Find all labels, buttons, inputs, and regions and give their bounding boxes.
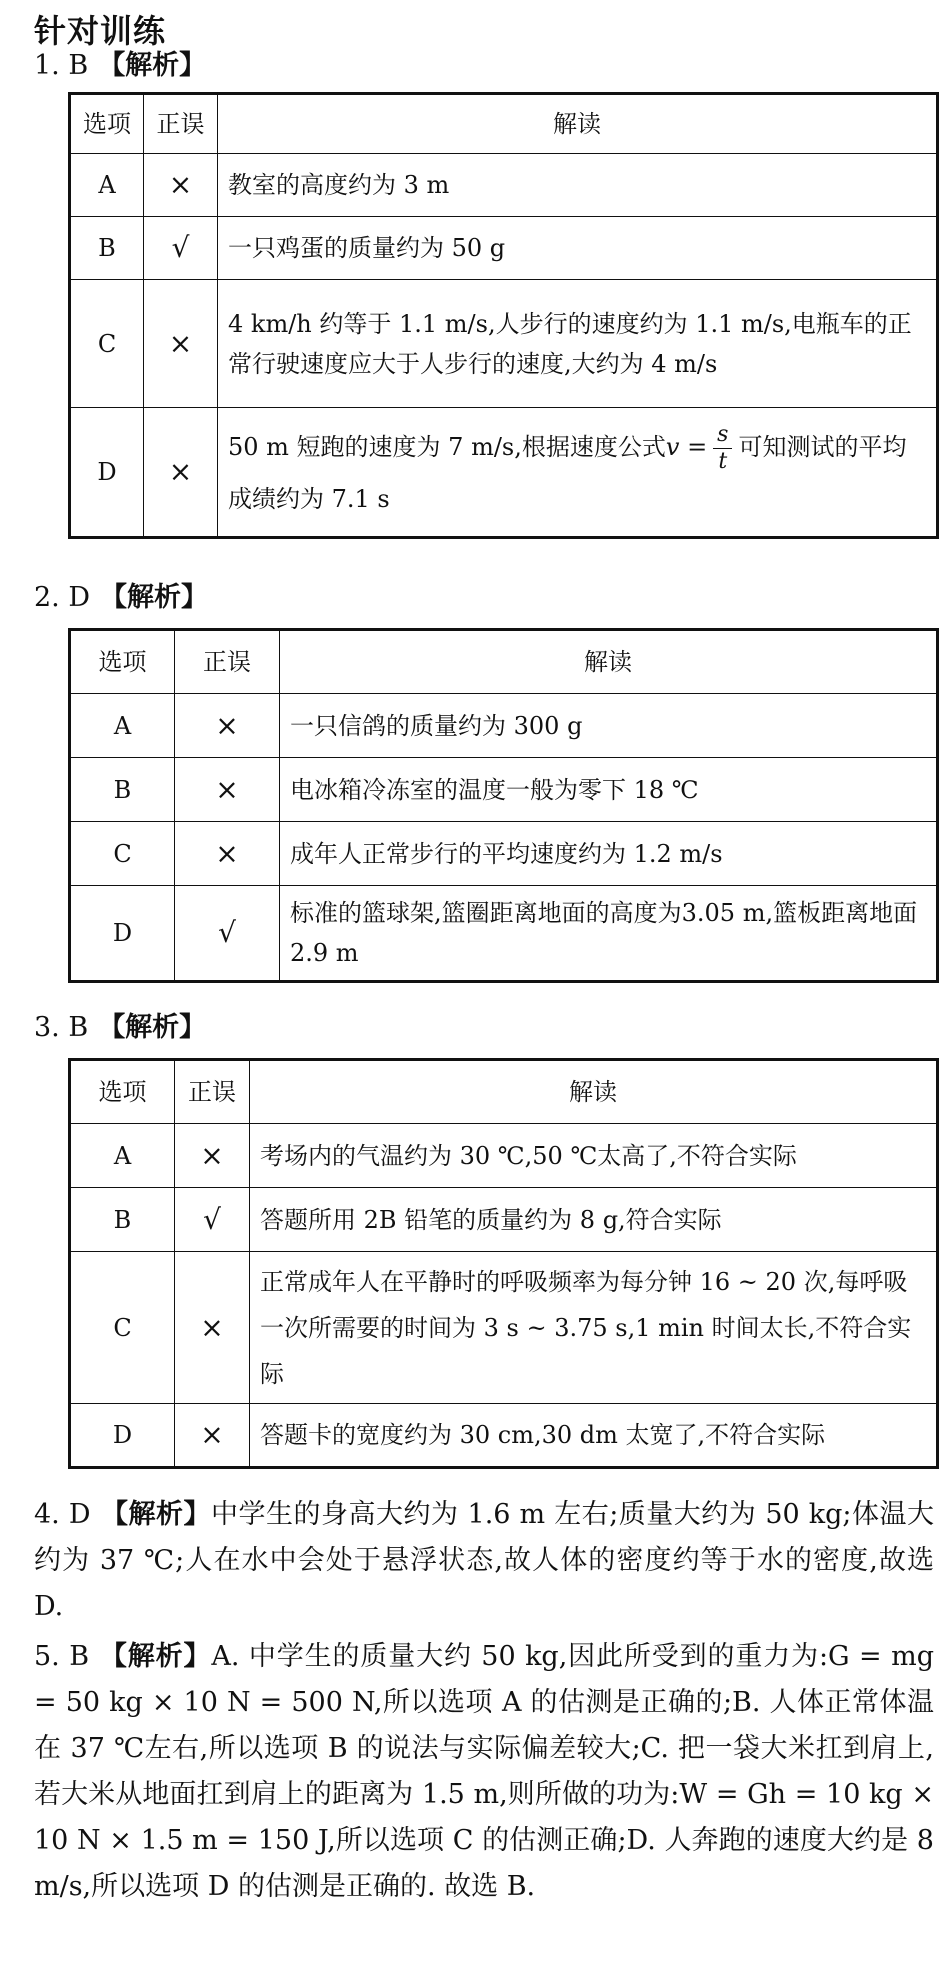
row-explanation: 成年人正常步行的平均速度约为 1.2 m/s [280,822,938,886]
header-judgment: 正误 [144,94,218,154]
table-row [70,1252,938,1404]
row-mark: × [175,1404,250,1468]
table-row [70,280,938,408]
question-3-heading [34,1010,206,1046]
row-mark: √ [175,1188,250,1252]
question-3-answer: 3. B [34,1012,89,1043]
row-option: C [70,1252,175,1404]
table-row [70,822,938,886]
table-row [70,408,938,538]
table-row [70,1188,938,1252]
row-option: A [70,154,144,217]
fraction-denominator: t [718,448,728,474]
row-explanation: 答题所用 2B 铅笔的质量约为 8 g,符合实际 [250,1188,938,1252]
header-judgment: 正误 [175,1060,250,1124]
question-3-table [68,1058,939,1469]
question-1-heading [34,48,206,84]
formula-lhs: v = [665,432,708,461]
table-row [70,217,938,280]
row-mark: × [144,280,218,408]
row-explanation: 教室的高度约为 3 m [218,154,938,217]
row-option: B [70,217,144,280]
row-explanation-part-1: 50 m 短跑的速度为 7 m/s,根据速度公式 [228,432,666,461]
question-2-table [68,628,939,983]
row-mark: × [175,1124,250,1188]
question-1-analysis-tag: 【解析】 [98,50,207,81]
header-explanation: 解读 [250,1060,938,1124]
question-4-paragraph [34,1492,934,1630]
question-5-text: A. 中学生的质量大约 50 kg,因此所受到的重力为:G = mg = 50 kg × 10 N = 500 N,所以选项 A 的估测是正确的;B. 人体正常体温在 37 ℃左右,所以选项 B 的说法与实际偏差较大;C. 把一袋大米扛到肩上,若大米从地面扛到肩上的距离为 1.5 m,则所做的功为:W = Gh = 10 kg × 10 N × 1.5 m = 150 J,所以选项 C 的估测正确;D. 人奔跑的速度大约是 8 m/s,所以选项 D 的估测是正确的. 故选 B. [34,1641,935,1902]
row-explanation: 一只鸡蛋的质量约为 50 g [218,217,938,280]
row-option: B [70,1188,175,1252]
question-3-analysis-tag: 【解析】 [98,1012,207,1043]
header-judgment: 正误 [175,630,280,694]
row-mark: √ [144,217,218,280]
header-option: 选项 [70,630,175,694]
question-4-answer: 4. D [34,1499,91,1530]
header-explanation: 解读 [218,94,938,154]
table-row [70,1124,938,1188]
question-5-answer: 5. B [34,1641,90,1672]
table-row [70,1404,938,1468]
section-title: 针对训练 [34,12,167,50]
row-mark: × [175,758,280,822]
row-explanation: 一只信鸽的质量约为 300 g [280,694,938,758]
question-2-heading [34,580,208,616]
question-5-analysis-tag: 【解析】 [99,1641,212,1672]
row-explanation: 标准的篮球架,篮圈距离地面的高度为3.05 m,篮板距离地面 2.9 m [280,886,938,982]
table-header-row [70,630,938,694]
speed-formula-fraction [713,422,732,475]
row-option: C [70,822,175,886]
header-explanation: 解读 [280,630,938,694]
table-header-row [70,94,938,154]
row-mark: × [175,822,280,886]
row-explanation: 4 km/h 约等于 1.1 m/s,人步行的速度约为 1.1 m/s,电瓶车的正常行驶速度应大于人步行的速度,大约为 4 m/s [218,280,938,408]
row-option: C [70,280,144,408]
table-header-row [70,1060,938,1124]
question-1-table [68,92,939,539]
row-explanation: 答题卡的宽度约为 30 cm,30 dm 太宽了,不符合实际 [250,1404,938,1468]
row-option: B [70,758,175,822]
table-row [70,886,938,982]
row-explanation: 电冰箱冷冻室的温度一般为零下 18 ℃ [280,758,938,822]
row-explanation-part-2: 可知测试的平均成绩约为 7.1 s [228,432,907,513]
row-mark: × [144,408,218,538]
fraction-numerator: s [713,422,732,449]
row-mark: √ [175,886,280,982]
row-explanation [218,408,938,538]
row-option: A [70,1124,175,1188]
row-mark: × [175,1252,250,1404]
table-row [70,758,938,822]
question-5-paragraph [34,1634,934,1910]
question-1-answer: 1. B [34,50,89,81]
row-explanation: 正常成年人在平静时的呼吸频率为每分钟 16 ~ 20 次,每呼吸一次所需要的时间为 3 s ~ 3.75 s,1 min 时间太长,不符合实际 [250,1252,938,1404]
header-option: 选项 [70,1060,175,1124]
row-option: D [70,1404,175,1468]
row-option: A [70,694,175,758]
question-2-answer: 2. D [34,582,90,613]
row-mark: × [144,154,218,217]
question-4-text: 中学生的身高大约为 1.6 m 左右;质量大约为 50 kg;体温大约为 37 ℃;人在水中会处于悬浮状态,故人体的密度约等于水的密度,故选 D. [34,1499,935,1622]
row-mark: × [175,694,280,758]
row-option: D [70,886,175,982]
table-row [70,154,938,217]
question-4-analysis-tag: 【解析】 [100,1499,211,1530]
row-explanation: 考场内的气温约为 30 ℃,50 ℃太高了,不符合实际 [250,1124,938,1188]
table-row [70,694,938,758]
question-2-analysis-tag: 【解析】 [100,582,208,613]
header-option: 选项 [70,94,144,154]
row-option: D [70,408,144,538]
